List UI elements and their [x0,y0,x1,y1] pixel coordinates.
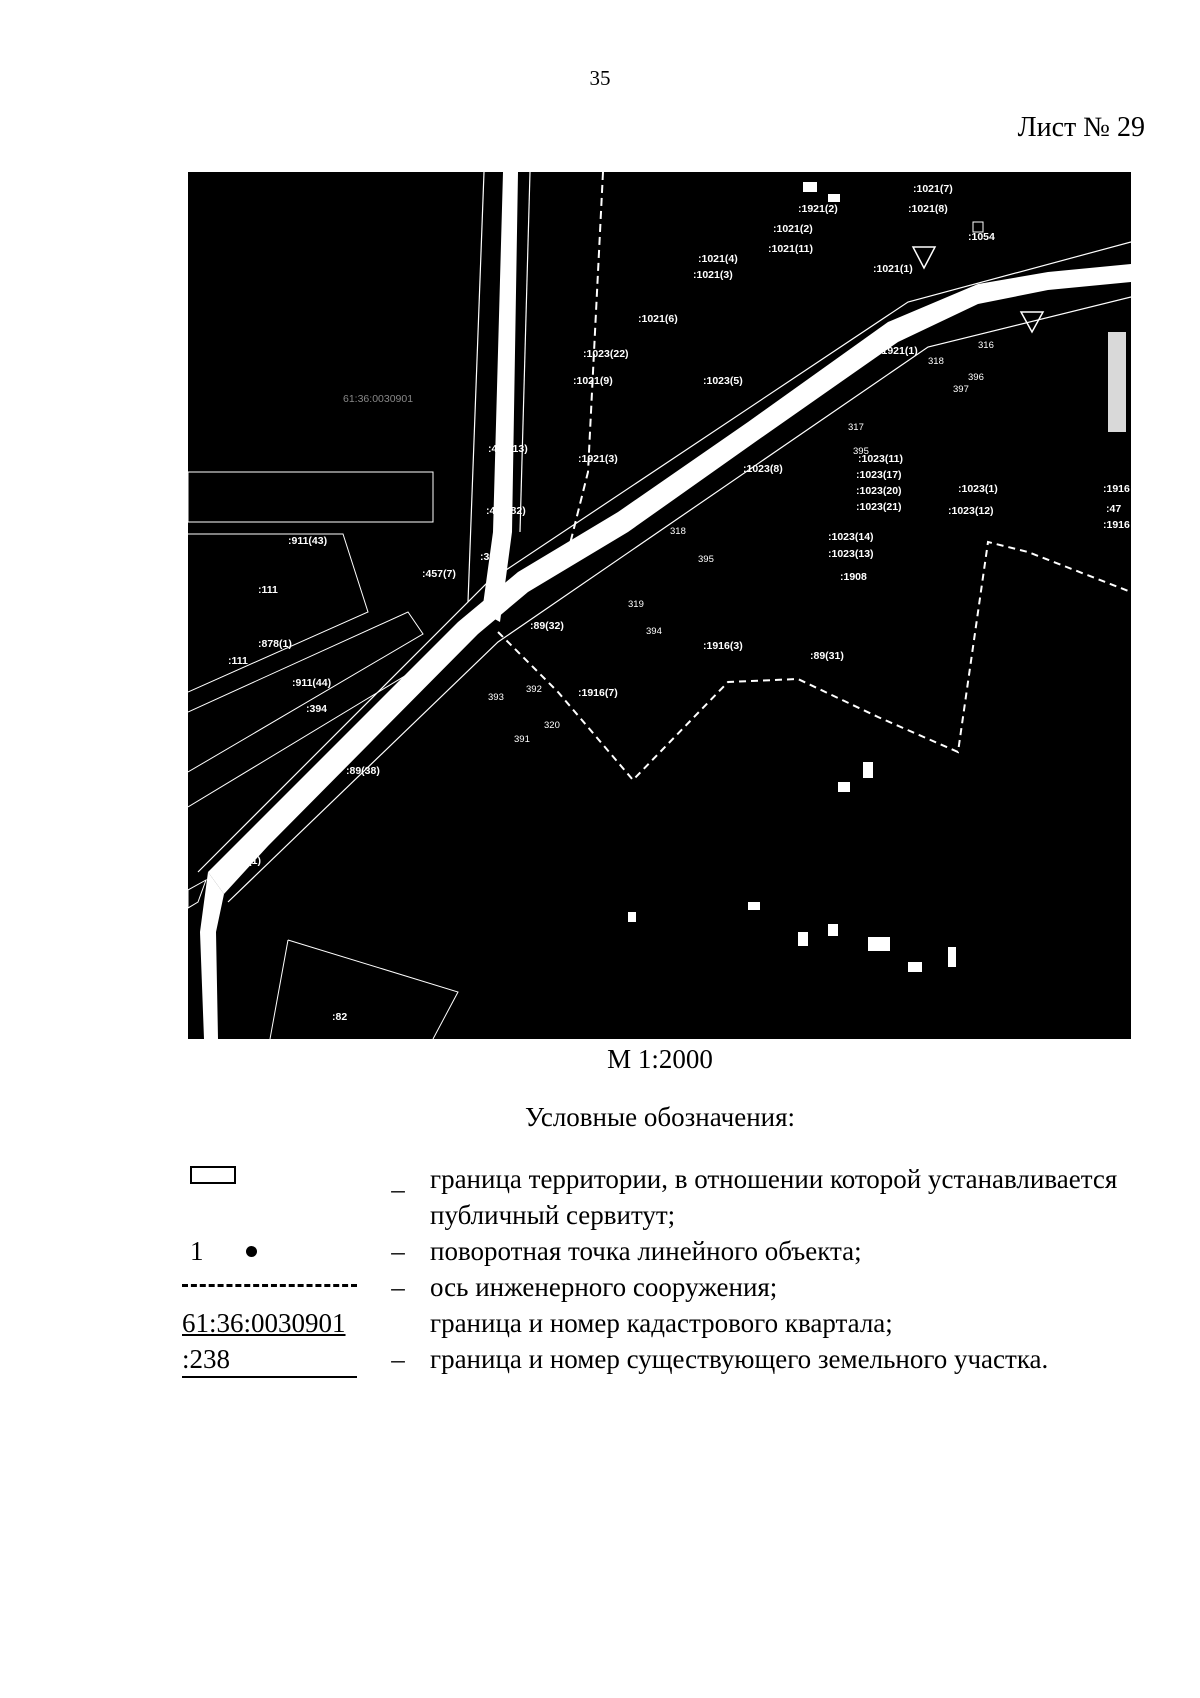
parcel-label: :1021(4) [698,253,738,265]
turning-point-label: 395 [698,554,714,565]
map-scale: М 1:2000 [607,1044,713,1074]
parcel-label: :1921(2) [798,203,838,215]
parcel-label: :1021(6) [638,313,678,325]
parcel-label: :1021(1) [873,263,913,275]
parcel-label: :1023(8) [743,463,783,475]
parcel-label: :1023(11) [858,453,903,465]
turning-point-label: 316 [978,340,994,351]
parcel-label: :111 [228,655,248,667]
turning-point-label: 391 [514,734,530,745]
legend-text-parcel: граница и номер существующего земельного участка. [430,1344,1049,1374]
parcel-label: :1921(1) [878,345,918,357]
axis-north [568,172,603,552]
parcel-label: :89(38) [346,765,380,777]
turning-point-number: 1 [190,1236,204,1266]
road-branch-south [200,872,224,1039]
parcel-label: :89(32) [530,620,564,632]
parcel-label: :1023(20) [856,485,902,497]
parcel-label: :1023(1) [958,483,998,495]
parcel-label: :878(1) [258,638,292,650]
parcel-label: :1054 [968,231,995,243]
parcel-label: :1023(12) [948,505,994,517]
turning-point-label: 318 [928,356,944,367]
parcel-label: :1021(11) [768,243,813,255]
turning-point-label: 317 [848,422,864,433]
parcel-label: :911(44) [292,677,332,689]
turning-point-label: 318 [670,526,686,537]
legend-text-axis: ось инженерного сооружения; [430,1272,778,1302]
turning-point-label: 319 [628,599,644,610]
page-number: 35 [589,66,611,90]
turning-point-dot-icon [246,1246,257,1257]
turning-point-label: 393 [488,692,504,703]
parcel-label: :1023(5) [703,375,743,387]
axis-dashed-line-symbol [182,1284,357,1287]
parcel-label: :1023(22) [583,348,629,360]
legend-text-quarter: граница и номер кадастрового квартала; [430,1308,893,1338]
parcel-label: :1021(9) [573,375,613,387]
parcel-label: :1021(8) [908,203,948,215]
parcel-label: :1908 [840,571,867,583]
legend-text-turning-point: поворотная точка линейного объекта; [430,1236,862,1266]
parcel-label: :89(1) [233,855,262,867]
parcel-label: :1023(13) [828,548,874,560]
turning-point-label: 392 [526,684,542,695]
quarter-number-symbol: 61:36:0030901 [182,1308,346,1338]
parcel-label: :1021(7) [913,183,953,195]
parcel-label: :457(13) [488,443,528,455]
parcel-label: :393 [480,551,502,563]
parcel-boundary-line-symbol [182,1376,357,1378]
parcel-label: :89(31) [810,650,844,662]
turning-point-label: 397 [953,384,969,395]
parcel-label: :1023(17) [856,469,902,481]
parcel-label: :1023(14) [828,531,874,543]
parcel-label: :1021(3) [693,269,733,281]
parcel-number-symbol: :238 [182,1344,231,1374]
parcel-label: :111 [258,584,278,596]
parcel-label: :1916(3) [703,640,743,652]
turning-point-label: 396 [968,372,984,383]
turning-point-label: 320 [544,720,560,731]
parcel-label: :1021(2) [773,223,813,235]
parcel-label: :1916 [1103,519,1130,531]
legend-text-servitude: граница территории, в отношении которой устанавливается публичный сервитут; [430,1164,1118,1230]
parcel-label: :82 [332,1011,348,1023]
parcel-label: :1916(7) [578,687,618,699]
sheet-number: Лист № 29 [1017,112,1145,143]
parcel-label: :457(7) [422,568,456,580]
faint-quarter-label: 61:36:0030901 [343,393,414,405]
parcel-label: :1023(21) [856,501,902,513]
road-main [208,264,1131,894]
parcel-label: :394 [306,703,328,715]
turning-point-label: 394 [646,626,662,637]
servitude-boundary-symbol [190,1166,236,1184]
cadastral-map [188,172,1131,1039]
legend-title: Условные обозначения: [524,1102,796,1132]
parcel-label: :457(82) [486,505,526,517]
parcel-label: :1921(3) [578,453,618,465]
turning-point-label: 395 [853,446,869,457]
parcel-label: :47 [1106,503,1122,515]
parcel-label: :911(43) [288,535,328,547]
parcel-label: :1916 [1103,483,1130,495]
